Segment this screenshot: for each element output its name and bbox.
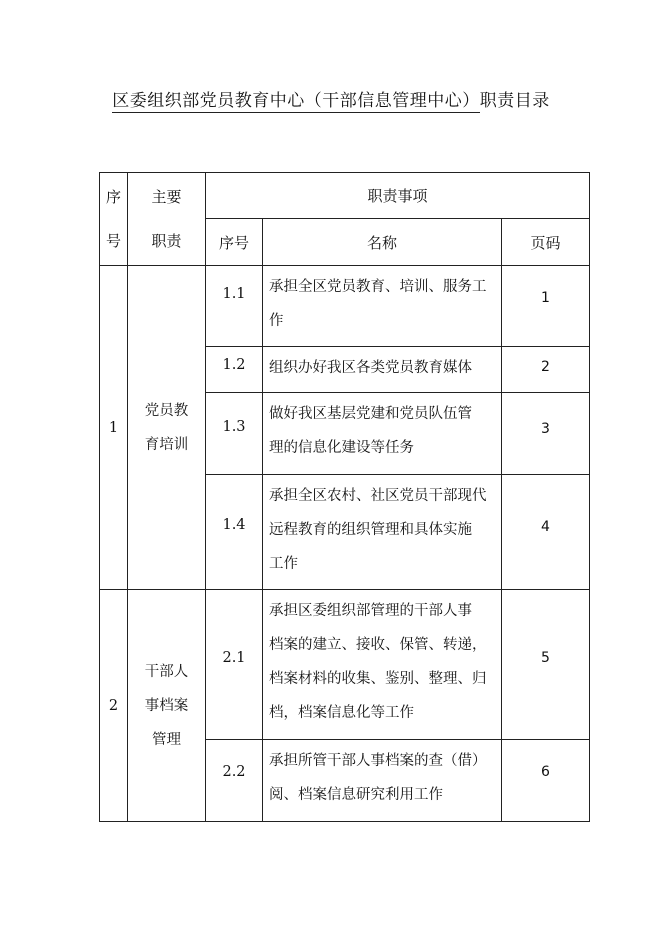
table-row [100,266,590,347]
duty-table [99,172,590,822]
item-sub-seq: 2.2 [206,740,263,822]
item-page: 3 [502,393,590,475]
item-page: 2 [502,347,590,393]
group-seq: 1 [100,266,128,590]
table-row [100,590,590,740]
header-page: 页码 [502,219,590,266]
item-name: 做好我区基层党建和党员队伍管 理的信息化建设等任务 [263,393,502,475]
group-main-duty: 干部人 事档案 管理 [128,590,206,822]
title-suffix: 职责目录 [479,91,550,111]
item-name: 承担全区党员教育、培训、服务工 作 [263,266,502,347]
header-sub-seq: 序号 [206,219,263,266]
item-sub-seq: 1.1 [206,266,263,347]
group-seq: 2 [100,590,128,822]
item-sub-seq: 1.2 [206,347,263,393]
item-page: 1 [502,266,590,347]
item-page: 4 [502,475,590,590]
item-name: 承担区委组织部管理的干部人事 档案的建立、接收、保管、转递， 档案材料的收集、鉴别、整理、归 档，档案信息化等工作 [263,590,502,740]
header-main-duty: 主要 职责 [128,173,206,266]
title-main: 区委组织部党员教育中心（干部信息管理中心） [112,91,480,111]
item-sub-seq: 1.3 [206,393,263,475]
item-sub-seq: 2.1 [206,590,263,740]
item-sub-seq: 1.4 [206,475,263,590]
document-title [0,86,662,111]
header-seq: 序 号 [100,173,128,266]
item-name: 组织办好我区各类党员教育媒体 [263,347,502,393]
group-main-duty: 党员教 育培训 [128,266,206,590]
header-name: 名称 [263,219,502,266]
header-duty-items: 职责事项 [206,173,590,219]
item-name: 承担全区农村、社区党员干部现代 远程教育的组织管理和具体实施 工作 [263,475,502,590]
item-name: 承担所管干部人事档案的查（借） 阅、档案信息研究利用工作 [263,740,502,822]
item-page: 5 [502,590,590,740]
item-page: 6 [502,740,590,822]
